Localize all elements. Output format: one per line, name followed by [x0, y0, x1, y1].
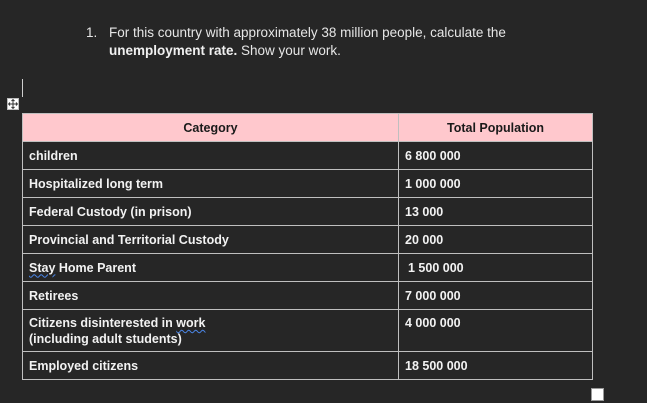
table-row [23, 352, 593, 380]
table-row [23, 170, 593, 198]
cell-population[interactable]: 6 800 000 [399, 142, 593, 170]
header-category[interactable]: Category [23, 114, 399, 142]
question-item [86, 24, 526, 60]
table-row [23, 254, 593, 282]
cell-population[interactable]: 4 000 000 [399, 310, 593, 352]
four-arrow-move-icon [8, 99, 18, 109]
cell-category[interactable] [23, 254, 399, 282]
cell-category[interactable]: Retirees [23, 282, 399, 310]
cell-population[interactable]: 1 000 000 [399, 170, 593, 198]
text-cursor [22, 79, 23, 97]
header-total-population[interactable]: Total Population [399, 114, 593, 142]
cell-category-line2: (including adult students) [29, 332, 182, 346]
cell-category-rest: Home Parent [55, 260, 136, 275]
spellcheck-word[interactable]: work [176, 316, 206, 330]
cell-category[interactable]: children [23, 142, 399, 170]
table-row [23, 142, 593, 170]
cell-population[interactable]: 20 000 [399, 226, 593, 254]
table-row [23, 282, 593, 310]
question-number: 1. [86, 25, 98, 40]
table-row [23, 310, 593, 352]
table-header-row [23, 114, 593, 142]
table-row [23, 198, 593, 226]
question-line1: For this country with approximately 38 million people, calculate the [109, 25, 506, 40]
cell-category[interactable]: Federal Custody (in prison) [23, 198, 399, 226]
cell-category-line1: Citizens disinterested in [29, 316, 177, 330]
cell-category[interactable] [23, 310, 399, 352]
resize-square-icon[interactable] [591, 388, 604, 401]
question-bold-term: unemployment rate. [109, 43, 238, 58]
cell-population[interactable]: 1 500 000 [399, 254, 593, 282]
cell-population[interactable]: 7 000 000 [399, 282, 593, 310]
cell-category[interactable]: Provincial and Territorial Custody [23, 226, 399, 254]
spellcheck-word[interactable]: Stay [29, 260, 56, 275]
cell-category[interactable]: Employed citizens [23, 352, 399, 380]
question-rest: Show your work. [237, 43, 341, 58]
table-move-icon[interactable] [7, 98, 19, 110]
question-text [109, 24, 526, 60]
population-table [22, 113, 593, 380]
cell-population[interactable]: 13 000 [399, 198, 593, 226]
cell-category[interactable]: Hospitalized long term [23, 170, 399, 198]
cell-population[interactable]: 18 500 000 [399, 352, 593, 380]
table-row [23, 226, 593, 254]
